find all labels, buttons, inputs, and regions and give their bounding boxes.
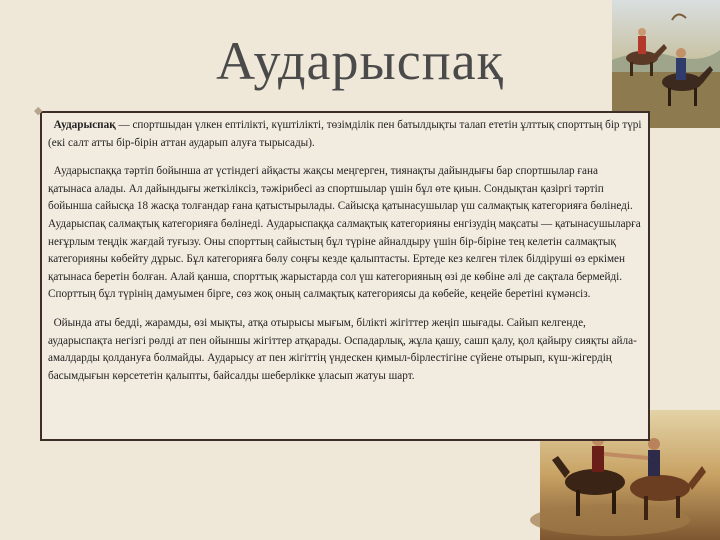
paragraph-3: [48, 315, 642, 385]
text-content-box: [40, 111, 650, 441]
paragraph-1-text: — спортшыдан үлкен ептілікті, күштілікті, төзімділік пен батылдықты талап ететін ұлттық спорттың бір түрі (екі салт атты бір-бірін аттан аударып алуға тырысады).: [48, 119, 642, 149]
paragraph-1: [48, 117, 642, 152]
bullet-mark-icon: ◆: [34, 105, 43, 117]
slide-title: Аударыспақ: [216, 31, 504, 91]
paragraph-2: [48, 163, 642, 304]
paragraph-1-lead: Аударыспақ: [53, 119, 116, 131]
paragraph-2-text: Аударыспаққа тәртіп бойынша ат үстіндегі айқасты жақсы меңгерген, тиянақты дайындығы бар спортшылар ғана қатынаса алады. Ал дайындығы жеткіліксіз, тәжірибесі аз спортшылар үшін бұл өте қиын. Сондықтан қазіргі тәртіп бойынша сайысқа 18 жасқа толғандар ғана қатыстырылады. Сайысқа қатынасушылар үш салмақтық категорияға бөлінеді. Аударыспақ салмақтық категорияға бөлінеді. Аударыспаққа салмақтық категорияны енгізудің мақсаты — қатынасушыларға неғұрлым теңдік жағдай туғызу. Оны спорттың сайыстың бұл түріне айналдыру үшін бір-біріне тең келетін салмақтық категорияны көбейту дұрыс. Бұл категорияға бөлу соңғы кезде қалыптасты. Ертеде кез келген тілек білдірушi өз еркімен қатынаса беретін болған. Алай қанша, спорттық жарыстарда сол үш категорияның өзі де көбіне әлі де сақтала бермейді. Спорттың бұл түрінің дамуымен бірге, сөз жоқ оның салмақтық категориясы да көбейе, кеңейе беретіні күмәнсіз.: [48, 165, 641, 301]
paragraph-3-text: Ойында аты бедді, жарамды, өзі мықты, атқа отырысы мығым, білікті жігіттер жеңіп шығады. Сайып келгенде, аударыспақта негізгі рөлді ат пен ойыншы жігіттер атқарады. Оспадарлық, жұла қашу, сашп қалу, қол қайыру сияқты айла-амалдарды қолдануға болмайды. Аударысу ат пен жігіттің үндескен қимыл-бірлестігіне сүйене отырып, күш-жігердің басымдығын көрсететін қалыпты, байсалды шеберлікке ұласып жатуы шарт.: [48, 316, 637, 382]
